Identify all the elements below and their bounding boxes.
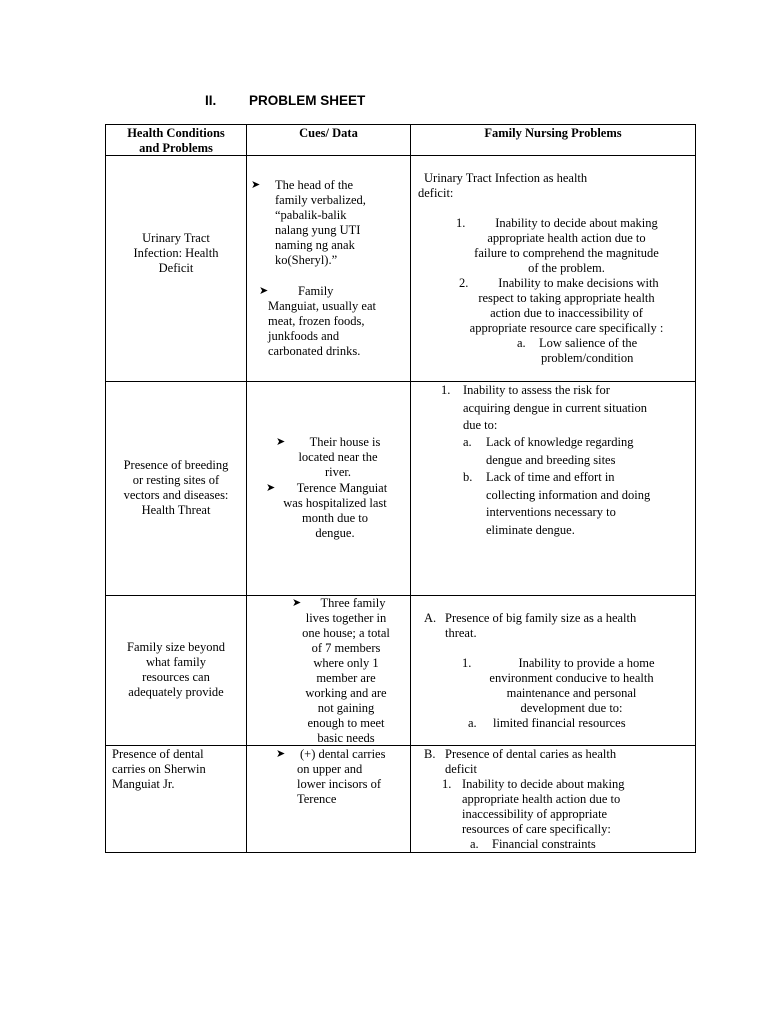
row3-problem-item-A [424, 611, 693, 641]
row4-problem-item-B [424, 747, 693, 777]
text-line: ko(Sheryl).” [275, 253, 338, 267]
text-line: The head of the [275, 178, 354, 192]
list-number: 1. [442, 777, 452, 791]
text-line: acquiring dengue in current situation [463, 400, 647, 415]
text-line: Presence of big family size as a health [445, 611, 637, 625]
text-line: respect to taking appropriate health [478, 291, 655, 305]
text-line: problem/condition [541, 351, 634, 365]
text-line: interventions necessary to [486, 505, 616, 519]
text-line: basic needs [317, 731, 375, 745]
row1-cue-2 [259, 284, 409, 359]
text-line: Infection: Health [133, 246, 219, 260]
section-heading [205, 93, 365, 108]
text-line: Their house is [309, 435, 381, 449]
row2-cue-1 [268, 435, 408, 480]
text-line: appropriate resource care specifically : [469, 321, 664, 335]
text-line: failure to comprehend the magnitude [474, 246, 659, 260]
arrowhead-bullet-icon: ➤ [276, 748, 286, 760]
section-title: PROBLEM SHEET [249, 93, 366, 108]
text-line: maintenance and personal [506, 686, 637, 700]
text-line: one house; a total [302, 626, 390, 640]
text-line: threat. [445, 626, 477, 640]
text-line: nalang yung UTI [275, 223, 361, 237]
row2-problem-sub-b [463, 469, 693, 539]
text-line: Financial constraints [492, 837, 596, 851]
text-line: Lack of time and effort in [486, 470, 615, 484]
row2-problem-sub-a [463, 434, 693, 469]
list-number: 1. [456, 216, 466, 230]
text-line: Terence [297, 792, 337, 806]
row3-cue-1 [284, 596, 408, 746]
text-line: of 7 members [311, 641, 381, 655]
text-line: of the problem. [528, 261, 605, 275]
table-border-bottom [105, 852, 696, 853]
text-line: development due to: [520, 701, 623, 715]
list-letter: a. [470, 837, 479, 851]
text-line: or resting sites of [132, 473, 220, 487]
row4-cue-1 [276, 747, 408, 807]
text-line: (+) dental carries [300, 747, 386, 761]
text-line: not gaining [317, 701, 375, 715]
table-border-left [105, 124, 106, 853]
text-line: Inability to provide a home [518, 656, 655, 670]
list-letter: a. [468, 716, 477, 730]
text-line: naming ng anak [275, 238, 355, 252]
row1-cue-1 [251, 178, 425, 268]
text-line: family verbalized, [275, 193, 366, 207]
row1-problem-item-2 [440, 276, 693, 336]
text-line: inaccessibility of appropriate [462, 807, 608, 821]
text-line: “pabalik-balik [275, 208, 347, 222]
header-line: Health Conditions [127, 126, 225, 140]
text-line: Deficit [158, 261, 194, 275]
arrowhead-bullet-icon: ➤ [292, 597, 302, 609]
row1-problem-sub-a [517, 336, 693, 366]
text-line: where only 1 [313, 656, 379, 670]
list-letter: a. [517, 336, 526, 350]
text-line: Manguiat Jr. [112, 777, 175, 791]
row4-problem-item-1 [442, 777, 693, 837]
table-border-right [695, 124, 696, 853]
text-line: environment conducive to health [489, 671, 654, 685]
text-line: appropriate health action due to [462, 792, 621, 806]
text-line: Inability to make decisions with [498, 276, 659, 290]
row3-condition [108, 640, 244, 700]
text-line: Low salience of the [539, 336, 638, 350]
text-line: lives together in [305, 611, 387, 625]
row4-condition [112, 747, 244, 792]
text-line: deficit [445, 762, 477, 776]
row1-problem-intro [418, 171, 693, 201]
header-line: and Problems [139, 141, 213, 155]
text-line: working and are [305, 686, 387, 700]
table-column-divider [246, 124, 247, 853]
text-line: was hospitalized last [283, 496, 387, 510]
row4-problem-sub-a [470, 837, 693, 852]
list-letter: B. [424, 747, 436, 761]
text-line: resources of care specifically: [462, 822, 611, 836]
row1-problem-item-1 [440, 216, 693, 276]
text-line: member are [316, 671, 376, 685]
text-line: Presence of dental caries as health [445, 747, 617, 761]
section-number: II. [205, 93, 217, 108]
text-line: meat, frozen foods, [268, 314, 365, 328]
arrowhead-bullet-icon: ➤ [259, 285, 269, 297]
text-line: dengue. [315, 526, 355, 540]
text-line: Inability to decide about making [462, 777, 625, 791]
text-line: on upper and [297, 762, 363, 776]
row1-condition [110, 231, 242, 276]
text-line: limited financial resources [493, 716, 626, 730]
text-line: appropriate health action due to [487, 231, 646, 245]
text-line: collecting information and doing [486, 487, 651, 502]
row3-problem-sub-a [468, 716, 693, 731]
text-line: Lack of knowledge regarding [486, 435, 634, 449]
text-line: carbonated drinks. [268, 344, 361, 358]
list-number: 1. [462, 656, 472, 670]
text-line: month due to [302, 511, 368, 525]
text-line: Terence Manguiat [296, 481, 388, 495]
header-family-nursing-problems: Family Nursing Problems [484, 126, 622, 140]
text-line: eliminate dengue. [486, 522, 575, 537]
row2-cue-2 [262, 481, 408, 541]
list-letter: b. [463, 470, 473, 484]
text-line: located near the [298, 450, 378, 464]
text-line: Manguiat, usually eat [268, 299, 376, 313]
arrowhead-bullet-icon: ➤ [251, 179, 261, 191]
header-cues-data: Cues/ Data [299, 126, 358, 140]
list-letter: A. [424, 611, 437, 625]
text-line: due to: [463, 418, 498, 432]
text-line: Health Threat [141, 503, 211, 517]
row2-condition [108, 458, 244, 518]
row2-problem-item-1 [441, 382, 693, 435]
text-line: adequately provide [128, 685, 224, 699]
arrowhead-bullet-icon: ➤ [276, 436, 286, 448]
text-line: deficit: [418, 186, 454, 200]
text-line: Urinary Tract Infection as health [424, 171, 588, 185]
text-line: Presence of breeding [123, 458, 229, 472]
text-line: Inability to decide about making [495, 216, 658, 230]
row3-problem-item-1 [450, 656, 693, 716]
text-line: Three family [320, 596, 386, 610]
text-line: junkfoods and [268, 329, 340, 343]
header-health-conditions [106, 126, 246, 156]
text-line: vectors and diseases: [123, 488, 229, 502]
list-number: 2. [459, 276, 469, 290]
text-line: river. [324, 465, 352, 479]
text-line: resources can [142, 670, 210, 684]
text-line: Presence of dental [112, 747, 204, 761]
list-number: 1. [441, 383, 451, 397]
text-line: carries on Sherwin [112, 762, 206, 776]
text-line: dengue and breeding sites [486, 452, 616, 467]
text-line: Inability to assess the risk for [463, 383, 610, 397]
text-line: Urinary Tract [142, 231, 210, 245]
text-line: Family size beyond [127, 640, 225, 654]
text-line: what family [145, 655, 207, 669]
arrowhead-bullet-icon: ➤ [266, 482, 276, 494]
text-line: lower incisors of [297, 777, 382, 791]
text-line: enough to meet [307, 716, 385, 730]
table-border-top [105, 124, 696, 125]
text-line: Family [298, 284, 334, 298]
list-letter: a. [463, 435, 472, 449]
text-line: action due to inaccessibility of [490, 306, 643, 320]
